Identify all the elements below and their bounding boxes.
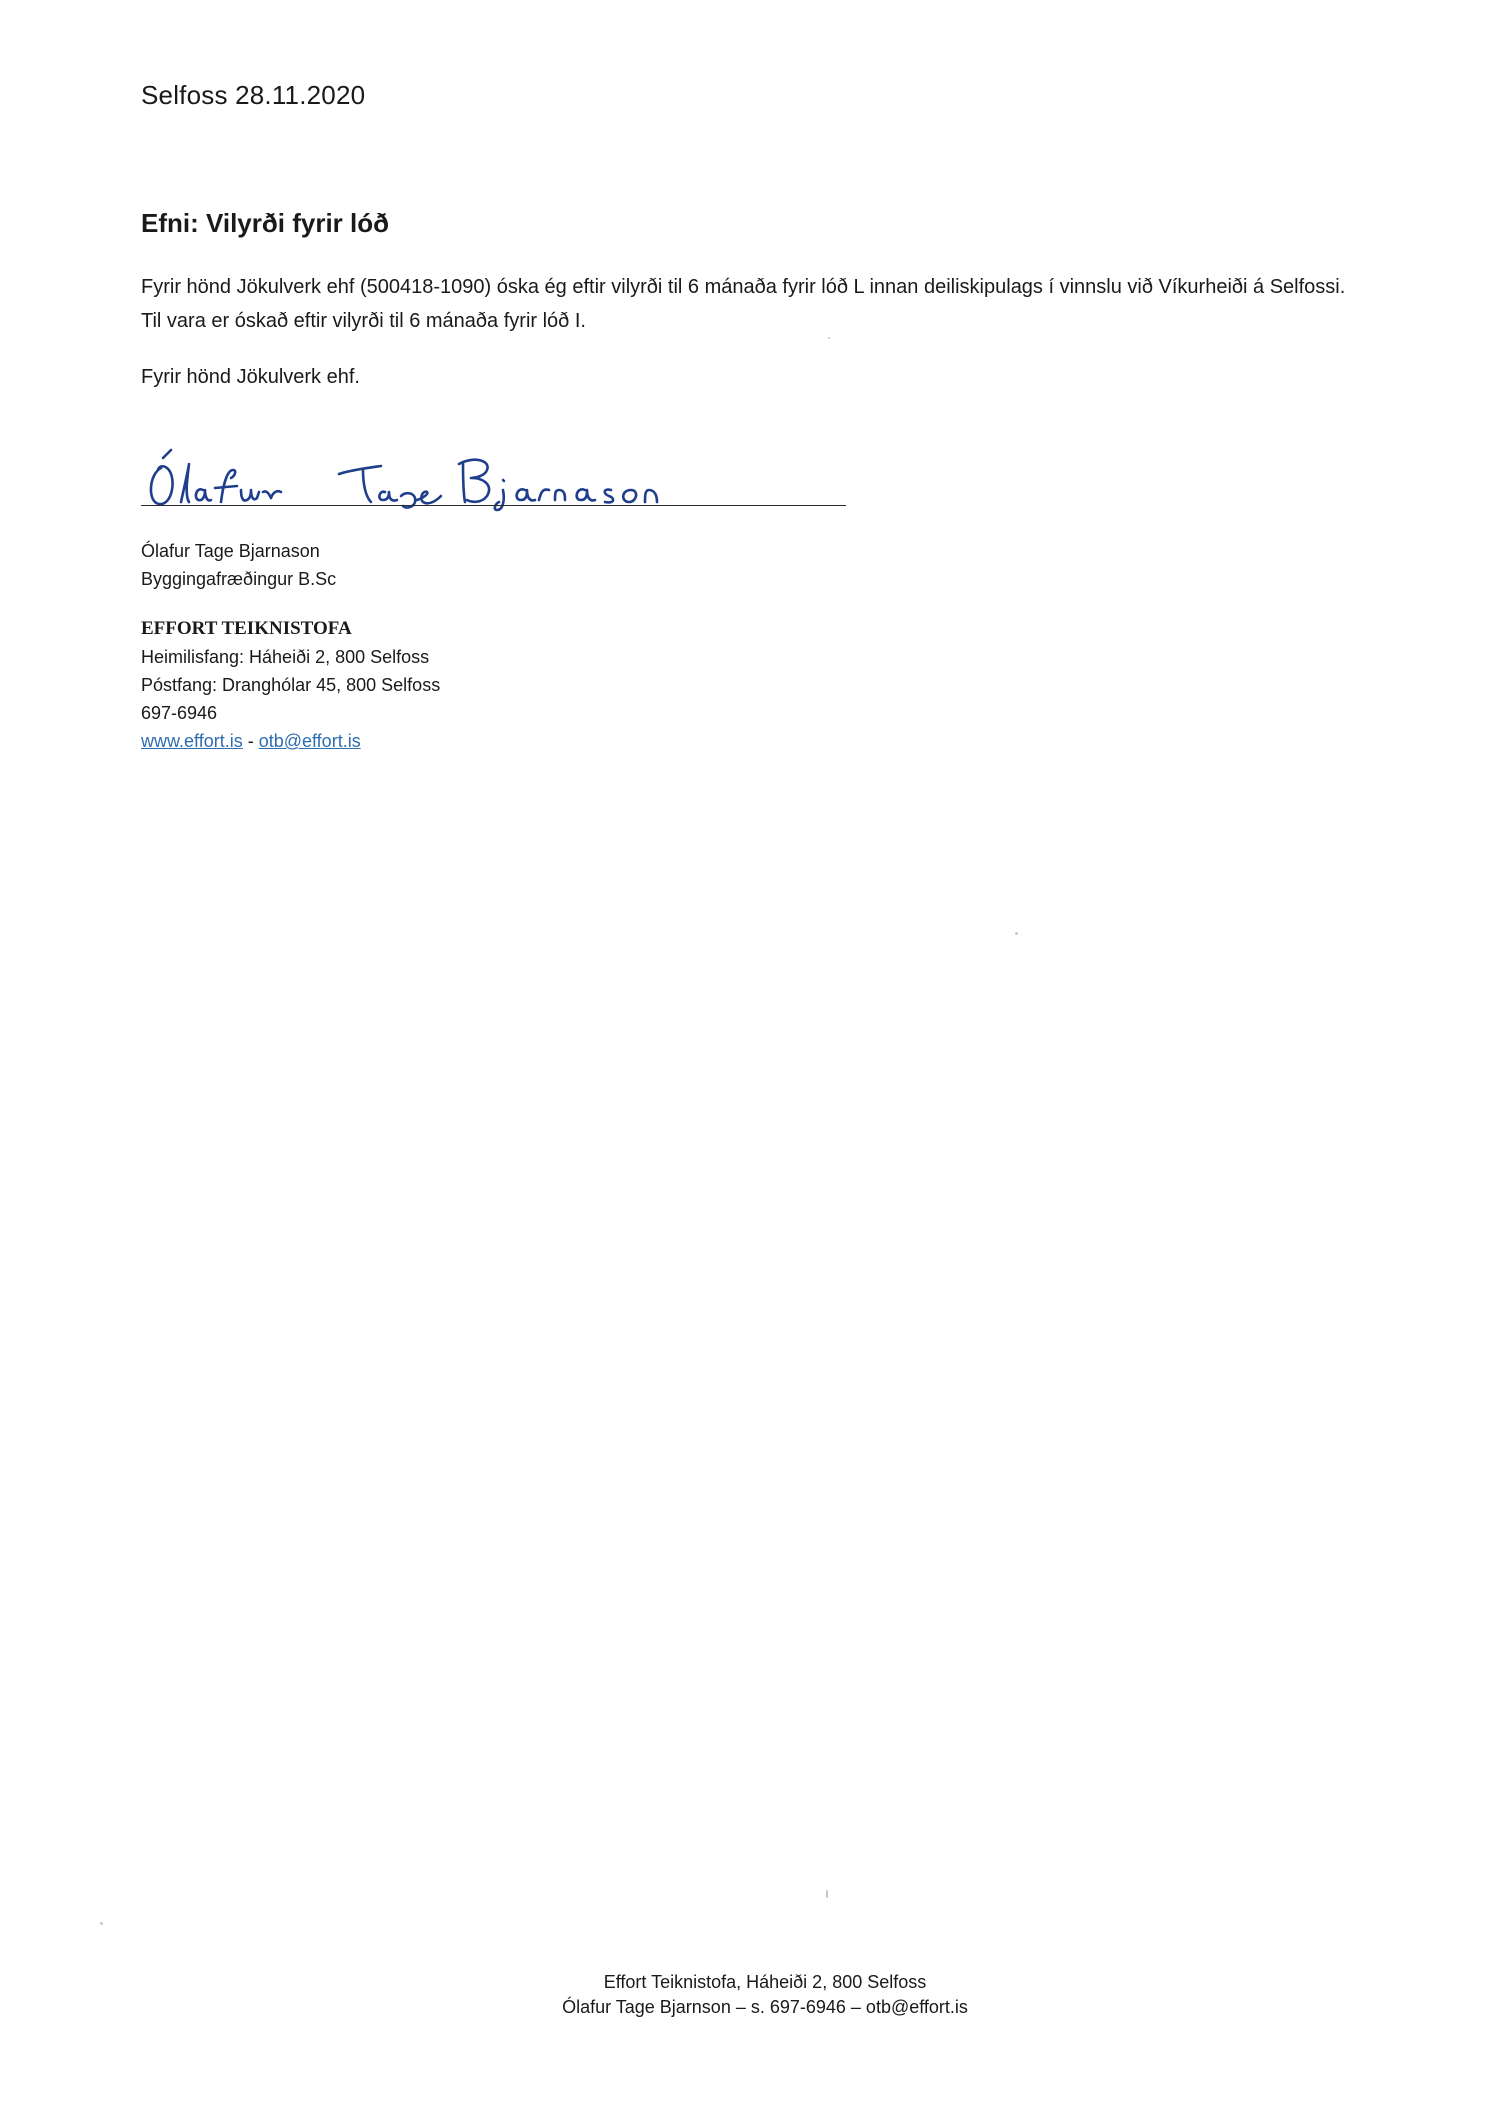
phone-number: 697-6946 xyxy=(141,703,218,723)
web-contact-line xyxy=(141,727,440,755)
letter-body xyxy=(141,270,1361,416)
scan-speck xyxy=(826,1890,828,1898)
signer-name: Ólafur Tage Bjarnason xyxy=(141,541,320,561)
body-paragraph-closing: Fyrir hönd Jökulverk ehf. xyxy=(141,366,360,388)
signer-title: Byggingafræðingur B.Sc xyxy=(141,569,337,589)
scan-speck xyxy=(100,1922,103,1925)
handwritten-signature xyxy=(141,440,851,512)
signature-icon xyxy=(141,440,851,512)
body-paragraph: Fyrir hönd Jökulverk ehf (500418-1090) óska ég eftir vilyrði til 6 mánaða fyrir lóð L innan deiliskipulags í vinnslu við Víkurheiði á Selfossi. Til vara er óskað eftir vilyrði til 6 mánaða fyrir lóð I. xyxy=(141,276,1346,332)
scan-speck xyxy=(1015,932,1018,935)
email-link[interactable]: otb@effort.is xyxy=(258,731,361,751)
postal-address: Póstfang: Dranghólar 45, 800 Selfoss xyxy=(141,675,441,695)
page-footer xyxy=(0,1970,1500,2020)
home-address: Heimilisfang: Háheiði 2, 800 Selfoss xyxy=(141,647,430,667)
company-name: EFFORT TEIKNISTOFA xyxy=(141,618,352,639)
footer-line-2: Ólafur Tage Bjarnson – s. 697-6946 – otb@effort.is xyxy=(562,1997,968,2017)
footer-line-1: Effort Teiknistofa, Háheiði 2, 800 Selfoss xyxy=(603,1972,927,1992)
signature-line xyxy=(141,505,846,506)
scan-speck xyxy=(828,337,830,339)
letter-subject: Efni: Vilyrði fyrir lóð xyxy=(141,208,390,238)
contact-separator: - xyxy=(242,731,259,751)
website-link[interactable]: www.effort.is xyxy=(141,731,243,751)
place-date: Selfoss 28.11.2020 xyxy=(141,80,366,110)
signer-contact-block xyxy=(141,537,440,755)
